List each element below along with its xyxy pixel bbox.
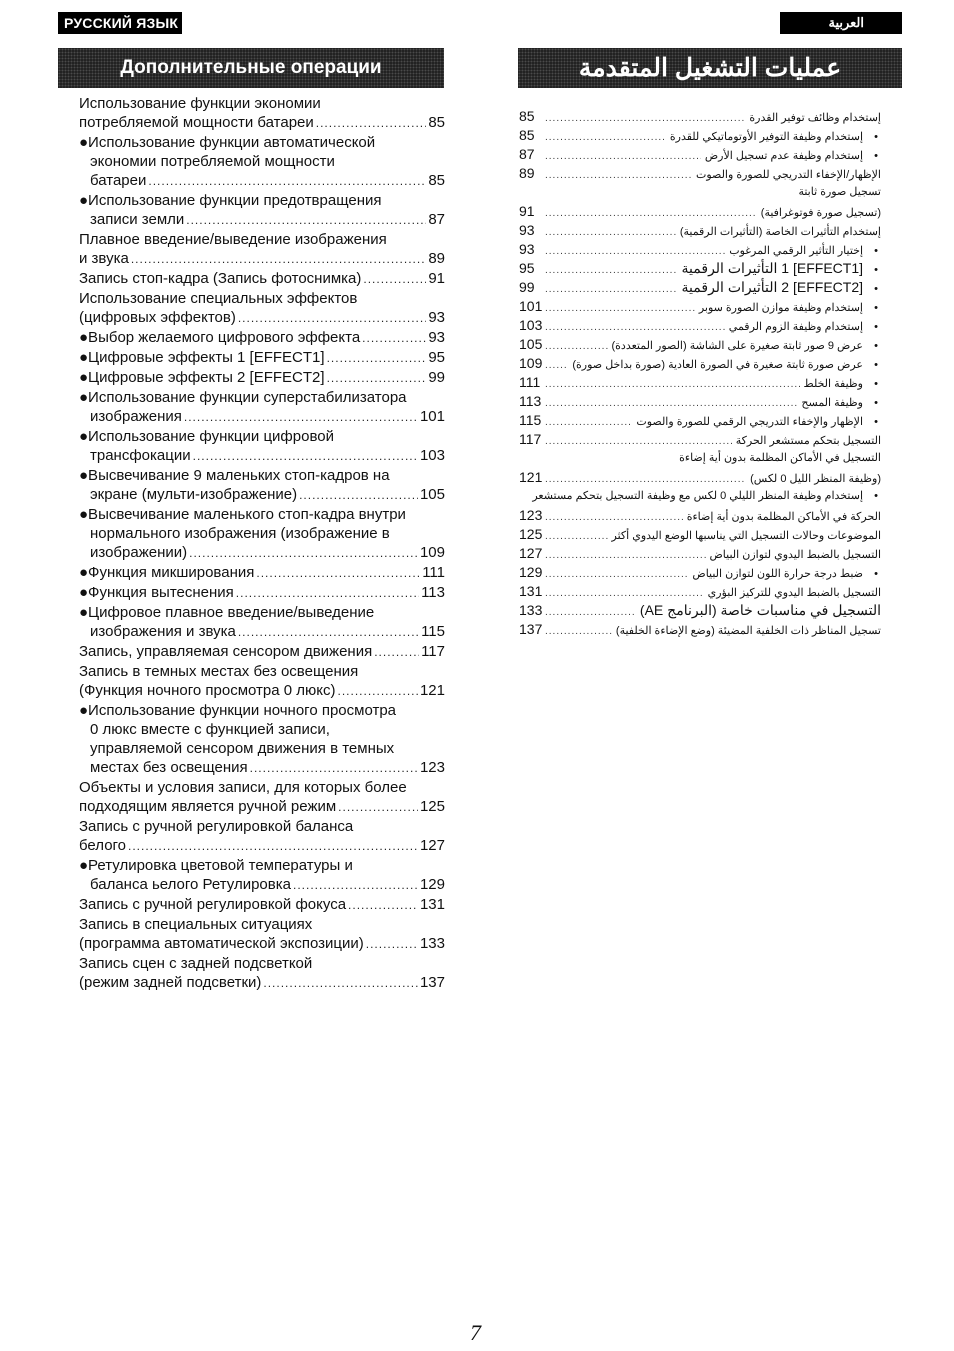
dot-leader bbox=[366, 935, 418, 954]
toc-ar-page: 95 bbox=[519, 260, 535, 276]
toc-ru-page: 121 bbox=[419, 682, 445, 699]
toc-ar-text: [EFFECT1] 1 التأثيرات الرقمية bbox=[681, 260, 863, 276]
toc-ar-entry bbox=[519, 468, 881, 487]
toc-ru-page: 87 bbox=[428, 211, 445, 228]
toc-ru-entry bbox=[79, 289, 445, 328]
dot-leader bbox=[545, 337, 608, 356]
dot-leader bbox=[316, 114, 427, 133]
toc-ar-entry bbox=[519, 582, 881, 601]
toc-ar-entry bbox=[519, 126, 881, 145]
toc-ru-entry bbox=[79, 603, 445, 642]
toc-ar-entry bbox=[519, 354, 881, 373]
toc-ru-page: 123 bbox=[419, 759, 445, 776]
toc-ar-entry bbox=[519, 563, 881, 582]
toc-ru-text: белого bbox=[79, 837, 127, 854]
dot-leader bbox=[374, 643, 419, 662]
dot-leader bbox=[131, 250, 427, 269]
toc-ru-page: 137 bbox=[419, 974, 445, 991]
toc-ar-entry bbox=[519, 506, 881, 525]
toc-ar-page: 101 bbox=[519, 298, 543, 314]
toc-ar-text: وظيفة المسح bbox=[801, 397, 863, 409]
toc-ar-text: إستخدام وظيفة الزوم الرقمي bbox=[728, 321, 863, 333]
toc-ru-entry bbox=[79, 856, 445, 895]
toc-ru-entry bbox=[79, 954, 445, 993]
toc-ru-text: (Функция ночного просмотра 0 люкс) bbox=[79, 682, 336, 699]
toc-ru-page: 129 bbox=[419, 876, 445, 893]
toc-ru-text: 0 люкс вместе с функцией записи, bbox=[90, 721, 330, 738]
bullet-icon: • bbox=[874, 378, 878, 390]
toc-ru-page: 117 bbox=[421, 643, 445, 660]
bullet-icon: • bbox=[874, 150, 878, 162]
toc-ar-entry bbox=[519, 601, 881, 620]
toc-ar-page: 115 bbox=[519, 412, 542, 428]
toc-ru-text: изображения bbox=[90, 408, 182, 425]
dot-leader bbox=[263, 974, 418, 993]
toc-ru-page: 103 bbox=[419, 447, 445, 464]
toc-ru-text: ●Выбор желаемого цифрового эффекта bbox=[79, 329, 361, 346]
toc-ru-text: ●Использование функции цифровой bbox=[79, 428, 334, 445]
toc-ar-page: 129 bbox=[519, 564, 543, 580]
toc-ar-entry bbox=[519, 449, 881, 468]
bullet-icon: • bbox=[874, 245, 878, 257]
bullet-icon: • bbox=[874, 397, 878, 409]
bullet-icon: • bbox=[874, 568, 878, 580]
toc-ru-page: 89 bbox=[428, 250, 445, 267]
dot-leader bbox=[545, 413, 632, 432]
toc-ru-entry bbox=[79, 778, 445, 817]
toc-ar-text: التسجيل في الأماكن المظلمة بدون أية إضاءة bbox=[679, 452, 881, 464]
dot-leader bbox=[250, 759, 418, 778]
dot-leader bbox=[238, 623, 419, 642]
toc-ar-entry bbox=[519, 164, 881, 183]
toc-ar-page: 103 bbox=[519, 317, 543, 333]
toc-ar-entry bbox=[519, 544, 881, 563]
bullet-icon: • bbox=[874, 131, 878, 143]
page-number: 7 bbox=[470, 1320, 481, 1345]
toc-ru-entry bbox=[79, 348, 445, 368]
toc-ar-page: 137 bbox=[519, 621, 543, 637]
dot-leader bbox=[362, 329, 426, 348]
toc-ar-page: 89 bbox=[519, 165, 535, 181]
dot-leader bbox=[545, 299, 695, 318]
toc-ar-entry bbox=[519, 487, 881, 506]
toc-ar-entry bbox=[519, 297, 881, 316]
toc-ar-page: 133 bbox=[519, 602, 543, 618]
toc-ru-text: ●Высвечивание маленького стоп-кадра внутри bbox=[79, 506, 406, 523]
dot-leader bbox=[545, 128, 666, 147]
toc-ar-page: 93 bbox=[519, 222, 535, 238]
toc-ar-entry bbox=[519, 240, 881, 259]
toc-ar-page: 117 bbox=[519, 431, 542, 447]
toc-ru-text: управляемой сенсором движения в темных bbox=[90, 740, 395, 757]
toc-ar-text: إختيار التأثير الرقمي المرغوب bbox=[729, 245, 863, 257]
toc-ar-entry bbox=[519, 145, 881, 164]
toc-ar-text: وظيفة الخلط bbox=[803, 378, 863, 390]
toc-ar-page: 87 bbox=[519, 146, 535, 162]
toc-ru-text: записи земли bbox=[90, 211, 185, 228]
dot-leader bbox=[545, 603, 636, 622]
toc-ru-text: Плавное введение/выведение изображения bbox=[79, 231, 387, 248]
dot-leader bbox=[293, 876, 418, 895]
toc-russian bbox=[79, 94, 445, 993]
dot-leader bbox=[238, 309, 426, 328]
toc-ar-text: الموضوعات وحالات التسجيل التي يناسبها الوضع اليدوي أكثر bbox=[611, 530, 881, 542]
toc-ru-entry bbox=[79, 817, 445, 856]
toc-ar-page: 131 bbox=[519, 583, 543, 599]
dot-leader bbox=[545, 508, 683, 527]
toc-ar-text: التسجيل في مناسبات خاصة (البرنامج AE) bbox=[639, 602, 881, 618]
toc-ar-text: إستخدام وظيفة عدم تسجيل الأرض bbox=[704, 150, 863, 162]
toc-ru-entry bbox=[79, 662, 445, 701]
toc-ar-page: 105 bbox=[519, 336, 543, 352]
toc-ru-text: Объекты и условия записи, для которых более bbox=[79, 779, 407, 796]
toc-ar-text: عرض 9 صور ثابتة صغيرة على الشاشة (الصور المتعددة) bbox=[611, 340, 863, 352]
toc-ru-text: ●Использование функции автоматической bbox=[79, 134, 376, 151]
toc-ru-page: 91 bbox=[428, 270, 445, 287]
toc-ar-page: 111 bbox=[519, 374, 541, 390]
toc-ru-entry bbox=[79, 915, 445, 954]
toc-ru-text: Использование специальных эффектов bbox=[79, 290, 358, 307]
toc-ar-text: تسجيل المناظر ذات الخلفية المضيئة (وضع الإضاءة الخلفية) bbox=[615, 625, 881, 637]
section-title-russian: Дополнительные операции bbox=[58, 48, 444, 88]
dot-leader bbox=[545, 318, 725, 337]
toc-ru-page: 105 bbox=[419, 486, 445, 503]
dot-leader bbox=[338, 682, 418, 701]
toc-ar-page: 85 bbox=[519, 127, 535, 143]
toc-ru-text: экономии потребляемой мощности bbox=[90, 153, 335, 170]
toc-ru-entry bbox=[79, 701, 445, 778]
dot-leader bbox=[545, 375, 800, 394]
toc-ar-text: عرض صورة ثابتة صغيرة في الصورة العادية (صورة بداخل صورة) bbox=[572, 359, 863, 371]
toc-ru-text: ●Функция вытеснения bbox=[79, 584, 234, 601]
toc-ru-page: 113 bbox=[421, 584, 445, 601]
toc-ar-page: 113 bbox=[519, 393, 542, 409]
toc-ru-page: 95 bbox=[428, 349, 445, 366]
dot-leader bbox=[338, 798, 418, 817]
dot-leader bbox=[545, 166, 692, 185]
toc-ru-text: батареи bbox=[90, 172, 147, 189]
toc-ar-entry bbox=[519, 525, 881, 544]
toc-ru-page: 133 bbox=[419, 935, 445, 952]
dot-leader bbox=[193, 447, 418, 466]
toc-ru-entry bbox=[79, 94, 445, 133]
toc-ar-text: إستخدام وظيفة التوفير الأوتوماتيكي للقدرة bbox=[669, 131, 863, 143]
toc-ar-entry bbox=[519, 278, 881, 297]
toc-ru-page: 111 bbox=[422, 564, 445, 581]
toc-ru-entry bbox=[79, 466, 445, 505]
toc-ru-text: Запись с ручной регулировкой баланса bbox=[79, 818, 354, 835]
toc-ar-text: تسجيل صورة ثابتة bbox=[798, 186, 881, 198]
toc-ar-text: إستخدام وظيفة المنظر الليلي 0 لكس مع وظيفة التسجيل بتحكم مستشعر bbox=[532, 490, 863, 502]
dot-leader bbox=[545, 565, 688, 584]
toc-ru-text: местах без освещения bbox=[90, 759, 248, 776]
bullet-icon: • bbox=[874, 340, 878, 352]
dot-leader bbox=[545, 204, 757, 223]
toc-ru-text: трансфокации bbox=[90, 447, 191, 464]
bullet-icon: • bbox=[874, 302, 878, 314]
toc-ru-text: ●Ретулировка цветовой температуры и bbox=[79, 857, 353, 874]
toc-ru-text: (цифровых эффектов) bbox=[79, 309, 236, 326]
toc-ru-entry bbox=[79, 388, 445, 427]
toc-ru-text: ●Цифровое плавное введение/выведение bbox=[79, 604, 375, 621]
toc-ru-text: ●Использование функции предотвращения bbox=[79, 192, 382, 209]
toc-ru-entry bbox=[79, 328, 445, 348]
toc-ar-text: التسجيل بتحكم مستشعر الحركة bbox=[735, 435, 881, 447]
bullet-icon: • bbox=[874, 283, 878, 295]
toc-ar-text: الحركة في الأماكن المظلمة بدون أية إضاءة bbox=[686, 511, 881, 523]
dot-leader bbox=[128, 837, 418, 856]
toc-ar-text: الإظهار/الإخفاء التدريجي للصورة والصوت bbox=[696, 169, 881, 181]
dot-leader bbox=[545, 622, 612, 641]
toc-ru-text: изображении) bbox=[90, 544, 188, 561]
toc-ar-text: [EFFECT2] 2 التأثيرات الرقمية bbox=[681, 279, 863, 295]
toc-ar-entry bbox=[519, 202, 881, 221]
dot-leader bbox=[545, 223, 676, 242]
bullet-icon: • bbox=[874, 359, 878, 371]
toc-ru-entry bbox=[79, 427, 445, 466]
toc-ar-entry bbox=[519, 183, 881, 202]
toc-ar-page: 121 bbox=[519, 469, 543, 485]
toc-ru-text: ●Функция микширования bbox=[79, 564, 255, 581]
dot-leader bbox=[545, 356, 568, 375]
toc-ru-page: 101 bbox=[419, 408, 445, 425]
dot-leader bbox=[189, 544, 418, 563]
dot-leader bbox=[256, 564, 420, 583]
dot-leader bbox=[327, 369, 427, 388]
toc-ar-text: إستخدام وظيفة موازن الصورة سوبر bbox=[698, 302, 863, 314]
toc-arabic bbox=[519, 107, 881, 639]
toc-ar-entry bbox=[519, 430, 881, 449]
toc-ru-page: 85 bbox=[428, 172, 445, 189]
toc-ar-text: (وظيفة المنظر الليل 0 لكس) bbox=[750, 473, 881, 485]
toc-ar-entry bbox=[519, 221, 881, 240]
toc-ar-page: 125 bbox=[519, 526, 543, 542]
toc-ru-text: ●Использование функции ночного просмотра bbox=[79, 702, 397, 719]
toc-ru-page: 85 bbox=[428, 114, 445, 131]
toc-ru-page: 93 bbox=[428, 329, 445, 346]
dot-leader bbox=[545, 546, 706, 565]
bullet-icon: • bbox=[874, 416, 878, 428]
dot-leader bbox=[363, 270, 426, 289]
toc-ru-entry bbox=[79, 368, 445, 388]
toc-ar-text: إستخدام وظائف توفير القدرة bbox=[749, 112, 881, 124]
toc-ar-text: ضبط درجة حرارة اللون لتوازن البياض bbox=[692, 568, 863, 580]
toc-ar-page: 123 bbox=[519, 507, 543, 523]
toc-ru-entry bbox=[79, 642, 445, 662]
toc-ar-text: الإظهار والإخفاء التدريجي الرقمي للصورة والصوت bbox=[636, 416, 863, 428]
toc-ar-page: 109 bbox=[519, 355, 543, 371]
section-title-arabic: عمليات التشغيل المتقدمة bbox=[518, 48, 902, 88]
toc-ar-entry bbox=[519, 316, 881, 335]
toc-ar-page: 127 bbox=[519, 545, 543, 561]
toc-ar-entry bbox=[519, 411, 881, 430]
toc-ru-text: экране (мульти-изображение) bbox=[90, 486, 298, 503]
toc-ru-text: Запись стоп-кадра (Запись фотоснимка) bbox=[79, 270, 362, 287]
toc-ru-text: Запись в темных местах без освещения bbox=[79, 663, 359, 680]
dot-leader bbox=[186, 211, 426, 230]
toc-ru-page: 115 bbox=[421, 623, 445, 640]
bullet-icon: • bbox=[874, 321, 878, 333]
language-tab-arabic: العربية bbox=[780, 12, 902, 34]
toc-ru-page: 109 bbox=[419, 544, 445, 561]
bullet-icon: • bbox=[874, 264, 878, 276]
toc-ru-entry bbox=[79, 895, 445, 915]
toc-ar-page: 93 bbox=[519, 241, 535, 257]
dot-leader bbox=[545, 394, 797, 413]
language-tab-russian: РУССКИЙ ЯЗЫК bbox=[58, 12, 182, 34]
toc-ru-page: 99 bbox=[428, 369, 445, 386]
toc-ru-text: потребляемой мощности батареи bbox=[79, 114, 314, 131]
toc-ru-entry bbox=[79, 230, 445, 269]
toc-ar-page: 91 bbox=[519, 203, 535, 219]
toc-ru-text: Запись с ручной регулировкой фокуса bbox=[79, 896, 347, 913]
dot-leader bbox=[236, 584, 419, 603]
toc-ru-entry bbox=[79, 563, 445, 583]
dot-leader bbox=[545, 109, 745, 128]
toc-ru-entry bbox=[79, 191, 445, 230]
dot-leader bbox=[545, 280, 678, 299]
dot-leader bbox=[299, 486, 418, 505]
toc-ar-entry bbox=[519, 620, 881, 639]
toc-ru-text: (программа автоматической экспозиции) bbox=[79, 935, 364, 952]
toc-ar-text: التسجيل بالضبط اليدوي لتوازن البياض bbox=[709, 549, 881, 561]
toc-ru-entry bbox=[79, 133, 445, 191]
dot-leader bbox=[327, 349, 427, 368]
toc-ru-text: Запись в специальных ситуациях bbox=[79, 916, 313, 933]
toc-ru-page: 127 bbox=[419, 837, 445, 854]
toc-ar-entry bbox=[519, 392, 881, 411]
dot-leader bbox=[545, 527, 608, 546]
toc-ru-text: ●Цифровые эффекты 1 [EFFECT1] bbox=[79, 349, 325, 366]
toc-ru-text: изображения и звука bbox=[90, 623, 236, 640]
toc-ar-page: 85 bbox=[519, 108, 535, 124]
toc-ar-entry bbox=[519, 259, 881, 278]
toc-ru-text: ●Цифровые эффекты 2 [EFFECT2] bbox=[79, 369, 325, 386]
toc-ar-text: إستخدام التأثيرات الخاصة (التأثيرات الرقمية) bbox=[679, 226, 881, 238]
toc-ar-entry bbox=[519, 335, 881, 354]
dot-leader bbox=[184, 408, 418, 427]
toc-ru-page: 131 bbox=[419, 896, 445, 913]
toc-ru-text: ●Использование функции суперстабилизатора bbox=[79, 389, 407, 406]
toc-ar-text: التسجيل بالضبط اليدوي للتركيز البؤري bbox=[707, 587, 881, 599]
toc-ar-entry bbox=[519, 107, 881, 126]
toc-ru-entry bbox=[79, 269, 445, 289]
toc-ru-text: подходящим является ручной режим bbox=[79, 798, 337, 815]
toc-ru-text: нормального изображения (изображение в bbox=[90, 525, 390, 542]
toc-ru-text: баланса ьелого Ретулировка bbox=[90, 876, 291, 893]
toc-ru-page: 125 bbox=[419, 798, 445, 815]
toc-ru-text: Использование функции экономии bbox=[79, 95, 321, 112]
dot-leader bbox=[545, 261, 678, 280]
dot-leader bbox=[148, 172, 426, 191]
toc-ru-text: Запись сцен с задней подсветкой bbox=[79, 955, 313, 972]
toc-ar-page: 99 bbox=[519, 279, 535, 295]
toc-ru-text: и звука bbox=[79, 250, 129, 267]
toc-ru-text: ●Высвечивание 9 маленьких стоп-кадров на bbox=[79, 467, 390, 484]
toc-ar-entry bbox=[519, 373, 881, 392]
toc-ru-text: Запись, управляемая сенсором движения bbox=[79, 643, 373, 660]
toc-ru-page: 93 bbox=[428, 309, 445, 326]
toc-ar-text: (تسجيل صورة فوتوغرافية) bbox=[760, 207, 881, 219]
bullet-icon: • bbox=[874, 490, 878, 502]
toc-ru-entry bbox=[79, 583, 445, 603]
toc-ru-entry bbox=[79, 505, 445, 563]
dot-leader bbox=[545, 147, 701, 166]
dot-leader bbox=[348, 896, 418, 915]
toc-ru-text: (режим задней подсветки) bbox=[79, 974, 262, 991]
